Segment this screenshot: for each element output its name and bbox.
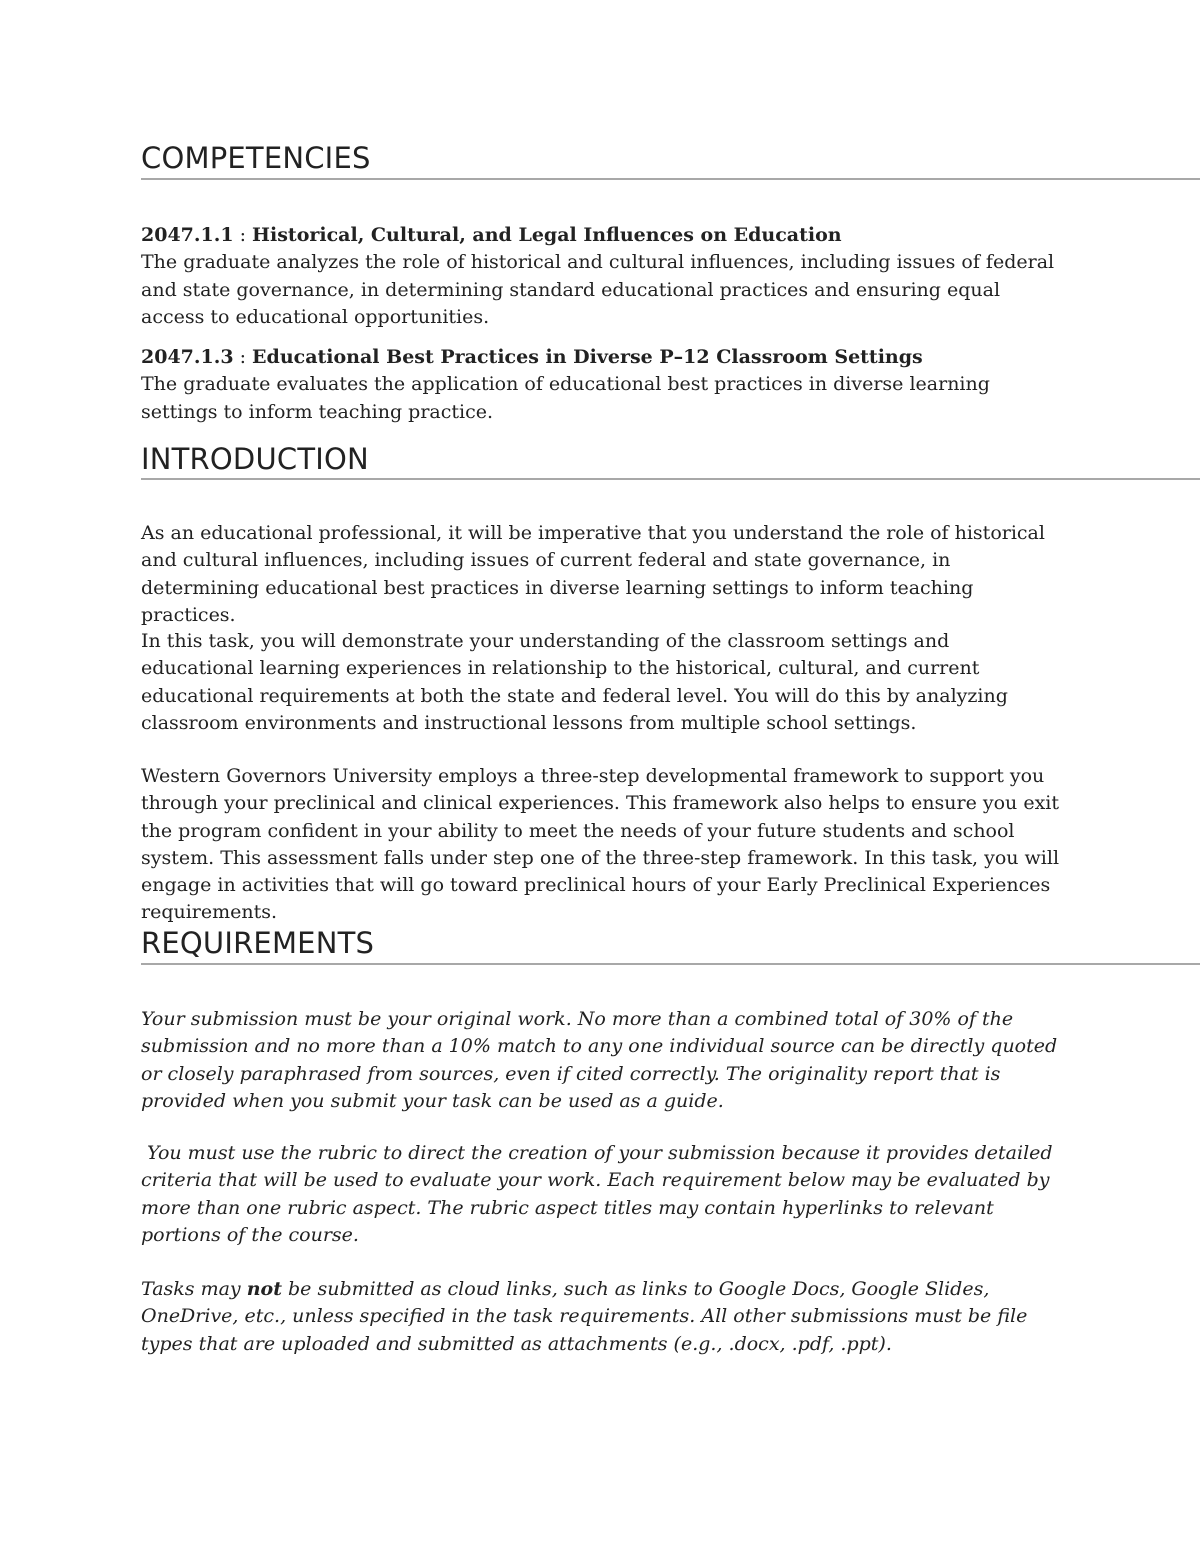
competency-2047-1-1 — [141, 222, 1061, 331]
competencies-divider — [141, 178, 1200, 180]
competency-title: Historical, Cultural, and Legal Influences on Education — [252, 224, 842, 246]
cloud-links-emphasis: not — [246, 1278, 282, 1300]
competency-title-line — [141, 222, 1061, 249]
rubric-paragraph: You must use the rubric to direct the creation of your submission because it provides detailed criteria that will be used to evaluate your work. Each requirement below may be evaluated by more than one rubric aspect. The rubric aspect titles may contain hyperlinks to relevant portions of the course. — [141, 1142, 1059, 1246]
introduction-paragraph: In this task, you will demonstrate your understanding of the classroom settings and educational learning experiences in relationship to the historical, cultural, and current educational requirements at both the state and federal level. You will do this by analyzing classroom environments and instructional lessons from multiple school settings. — [141, 630, 1008, 734]
introduction-divider — [141, 478, 1200, 480]
competency-description: The graduate analyzes the role of historical and cultural influences, including issues of federal and state governance, in determining standard educational practices and ensuring equal access to educational opportunities. — [141, 251, 1055, 328]
cloud-links-text-start: Tasks may — [141, 1278, 247, 1300]
competency-2047-1-3 — [141, 344, 1061, 426]
competency-code: 2047.1.1 — [141, 224, 234, 246]
competency-description: The graduate evaluates the application of educational best practices in diverse learning settings to inform teaching practice. — [141, 373, 990, 423]
competency-title-line — [141, 344, 1061, 371]
competency-title: Educational Best Practices in Diverse P–12 Classroom Settings — [252, 346, 923, 368]
requirements-divider — [141, 963, 1200, 965]
competencies-heading: COMPETENCIES — [141, 141, 371, 175]
competency-separator: : — [233, 224, 253, 246]
requirements-heading: REQUIREMENTS — [141, 926, 375, 960]
cloud-links-paragraph — [141, 1276, 1076, 1358]
competency-separator: : — [233, 346, 253, 368]
introduction-paragraph: As an educational professional, it will be imperative that you understand the role of historical and cultural influences, including issues of current federal and state governance, in determining educational best practices in diverse learning settings to inform teaching practices. — [141, 522, 1045, 626]
cloud-links-text-end: be submitted as cloud links, such as links to Google Docs, Google Slides, OneDrive, etc., unless specified in the task requirements. All other submissions must be file types that are uploaded and submitted as attachments (e.g., .docx, .pdf, .ppt). — [141, 1278, 1028, 1355]
introduction-paragraph: Western Governors University employs a three-step developmental framework to support you through your preclinical and clinical experiences. This framework also helps to ensure you exit the program confident in your ability to meet the needs of your future students and school system. This assessment falls under step one of the three-step framework. In this task, you will engage in activities that will go toward preclinical hours of your Early Preclinical Experiences requirements. — [141, 765, 1060, 924]
originality-paragraph: Your submission must be your original work. No more than a combined total of 30% of the submission and no more than a 10% match to any one individual source can be directly quoted or closely paraphrased from sources, even if cited correctly. The originality report that is provided when you submit your task can be used as a guide. — [141, 1008, 1058, 1112]
introduction-heading: INTRODUCTION — [141, 442, 369, 476]
competency-code: 2047.1.3 — [141, 346, 234, 368]
